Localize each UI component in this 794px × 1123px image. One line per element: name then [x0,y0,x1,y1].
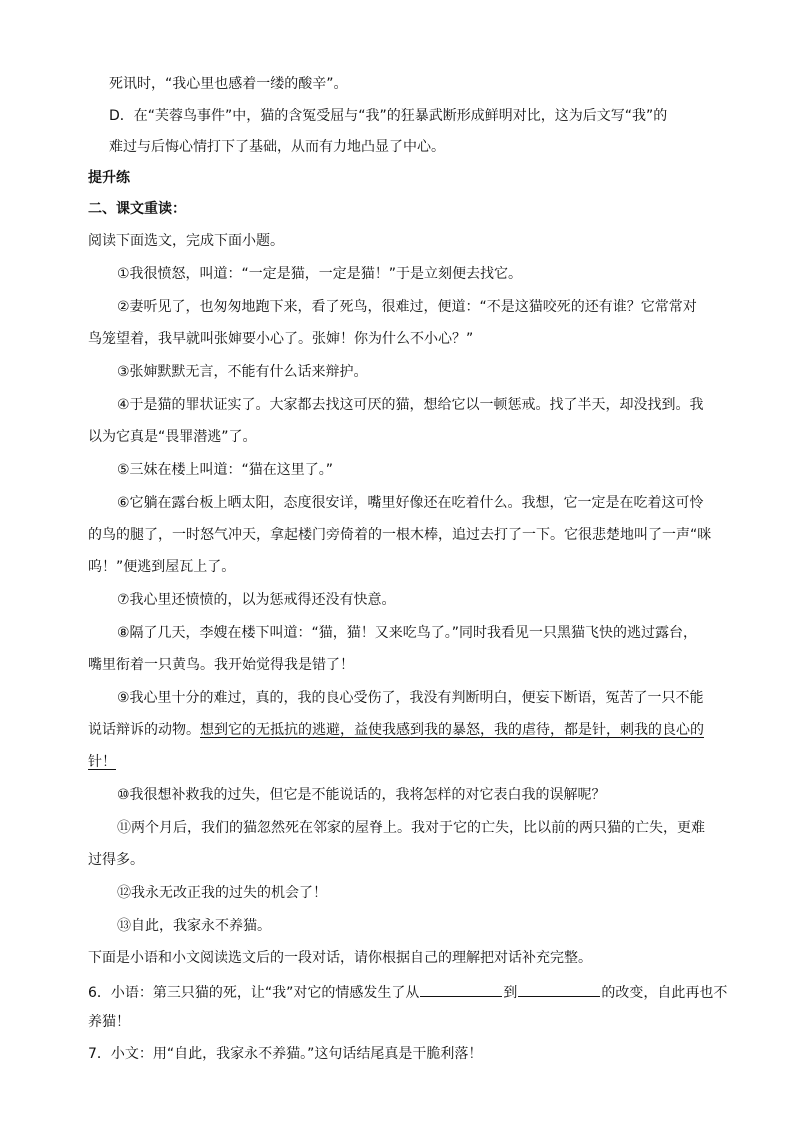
option-d-line2: 难过与后悔心情打下了基础，从而有力地凸显了中心。 [109,139,445,155]
paragraph-11-line1: ⑪两个月后，我们的猫忽然死在邻家的屋脊上。我对于它的亡失，比以前的两只猫的亡失，更难 [117,820,705,836]
practice-title: 提升练 [88,170,130,186]
paragraph-2-line1: ②妻听见了，也匆匆地跑下来，看了死鸟，很难过，便道：“不是这猫咬死的还有谁？它常常对 [117,299,697,315]
section-title: 二、课文重读： [88,201,186,217]
paragraph-4-line2: 以为它真是“畏罪潜逃”了。 [88,429,257,445]
question-6-text-after: 的改变，自此再也不 [601,985,728,1001]
paragraph-9-line2 [88,720,716,740]
option-d-line1: D．在“芙蓉鸟事件”中，猫的含冤受屈与“我”的狂暴武断形成鲜明对比，这为后文写“我”的 [109,108,668,124]
paragraph-7: ⑦我心里还愤愤的，以为惩戒得还没有快意。 [117,592,396,608]
paragraph-9-plain-text: 说话辩诉的动物。 [88,722,200,738]
paragraph-12: ⑫我永无改正我的过失的机会了！ [117,885,327,901]
paragraph-9-underlined-end: 针！ [88,754,116,770]
paragraph-6-line2: 的鸟的腿了，一时怒气冲天，拿起楼门旁倚着的一根木棒，追过去打了一下。它很悲楚地叫了一声“咪 [88,527,712,543]
paragraph-5: ⑤三妹在楼上叫道：“猫在这里了。” [117,462,334,478]
paragraph-8-line1: ⑧隔了几天，李嫂在楼下叫道：“猫，猫！又来吃鸟了。”同时我看见一只黑猫飞快的逃过露台， [117,625,698,641]
paragraph-3: ③张婶默默无言，不能有什么话来辩护。 [117,364,368,380]
paragraph-1: ①我很愤怒，叫道：“一定是猫，一定是猫！”于是立刻便去找它。 [117,266,523,282]
question-6-text-before: 6．小语：第三只猫的死，让“我”对它的情感发生了从 [88,985,420,1001]
paragraph-6-line1: ⑥它躺在露台板上晒太阳，态度很安详，嘴里好像还在吃着什么。我想，它一定是在吃着这可怜 [117,495,704,511]
question-6-text-mid: 到 [503,985,518,1001]
question-7: 7．小文：用“自此，我家永不养猫。”这句话结尾真是干脆利落！ [88,1046,483,1062]
paragraph-4-line1: ④于是猫的罪状证实了。大家都去找这可厌的猫，想给它以一顿惩戒。找了半天，却没找到。我 [117,397,704,413]
document-page [88,74,728,1064]
paragraph-9-line3 [88,752,716,772]
paragraph-9-line1: ⑨我心里十分的难过，真的，我的良心受伤了，我没有判断明白，便妄下断语，冤苦了一只不能 [117,690,704,706]
dialogue-intro: 下面是小语和小文阅读选文后的一段对话，请你根据自己的理解把对话补充完整。 [88,950,592,966]
paragraph-9-underlined-text: 想到它的无抵抗的逃避，益使我感到我的暴怒，我的虐待，都是针，刺我的良心的 [200,722,704,738]
paragraph-10: ⑩我很想补救我的过失，但它是不能说话的，我将怎样的对它表白我的误解呢？ [117,787,606,803]
answer-blank-1[interactable] [420,980,502,997]
paragraph-11-line2: 过得多。 [88,852,144,868]
reading-instruction: 阅读下面选文，完成下面小题。 [88,233,284,249]
question-6-line1 [88,980,728,1001]
paragraph-8-line2: 嘴里衔着一只黄鸟。我开始觉得我是错了！ [88,657,354,673]
paragraph-6-line3: 呜！”便逃到屋瓦上了。 [88,559,236,575]
option-c-tail: 死讯时，“我心里也感着一缕的酸辛”。 [109,76,348,92]
question-6-line2: 养猫！ [88,1014,130,1030]
paragraph-2-line2: 鸟笼望着，我早就叫张婶要小心了。张婶！你为什么不小心？” [88,331,474,347]
answer-blank-2[interactable] [518,980,600,997]
paragraph-13: ⑬自此，我家永不养猫。 [117,918,271,934]
